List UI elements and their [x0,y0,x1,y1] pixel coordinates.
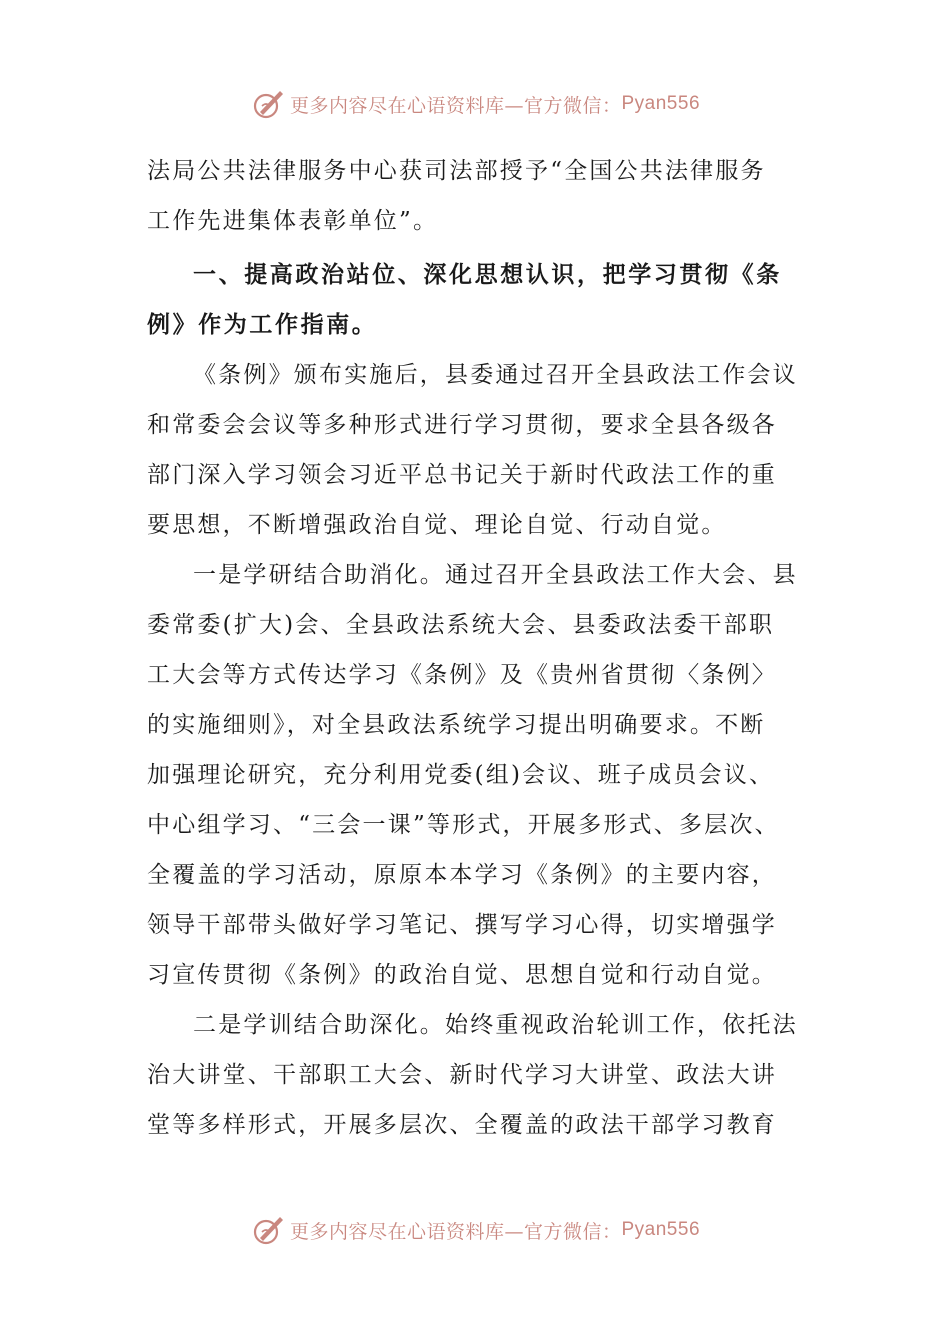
document-body [147,146,807,1150]
heading-line: 一、提高政治站位、深化思想认识，把学习贯彻《条 [193,262,782,288]
text-line: 治大讲堂、干部职工大会、新时代学习大讲堂、政法大讲 [147,1062,777,1088]
paragraph-point-two [147,1000,807,1150]
watermark-wechat-id: Pyan556 [621,1219,701,1240]
watermark-wechat-id: Pyan556 [621,93,701,114]
text-line: 的实施细则》，对全县政法系统学习提出明确要求。不断 [147,712,766,738]
text-line: 二是学训结合助深化。始终重视政治轮训工作，依托法 [193,1012,798,1038]
text-line: 工作先进集体表彰单位”。 [147,208,439,234]
text-line: 领导干部带头做好学习笔记、撰写学习心得，切实增强学 [147,912,777,938]
text-line: 部门深入学习领会习近平总书记关于新时代政法工作的重 [147,462,777,488]
paragraph-point-one [147,550,807,1000]
header-watermark [0,84,950,124]
paragraph-continuation [147,146,807,246]
text-line: 中心组学习、“三会一课”等形式，开展多形式、多层次、 [147,812,780,838]
text-line: 工大会等方式传达学习《条例》及《贵州省贯彻〈条例〉 [147,662,777,688]
footer-watermark [0,1210,950,1250]
watermark-text: 更多内容尽在心语资料库—官方微信： [289,1220,622,1243]
watermark-text: 更多内容尽在心语资料库—官方微信： [289,94,622,117]
text-line: 习宣传贯彻《条例》的政治自觉、思想自觉和行动自觉。 [147,962,777,988]
heading-line: 例》作为工作指南。 [147,312,378,338]
text-line: 法局公共法律服务中心获司法部授予“全国公共法律服务 [147,158,766,184]
quill-seal-icon [250,86,286,122]
text-line: 要思想，不断增强政治自觉、理论自觉、行动自觉。 [147,512,727,538]
text-line: 堂等多样形式，开展多层次、全覆盖的政法干部学习教育 [147,1112,777,1138]
text-line: 《条例》颁布实施后，县委通过召开全县政法工作会议 [193,362,798,388]
paragraph-intro [147,350,807,550]
text-line: 一是学研结合助消化。通过召开全县政法工作大会、县 [193,562,798,588]
section-heading [147,250,807,350]
text-line: 委常委(扩大)会、全县政法系统大会、县委政法委干部职 [147,612,775,638]
text-line: 和常委会会议等多种形式进行学习贯彻，要求全县各级各 [147,412,777,438]
text-line: 加强理论研究，充分利用党委(组)会议、班子成员会议、 [147,762,775,788]
quill-seal-icon [250,1212,286,1248]
text-line: 全覆盖的学习活动，原原本本学习《条例》的主要内容， [147,862,777,888]
